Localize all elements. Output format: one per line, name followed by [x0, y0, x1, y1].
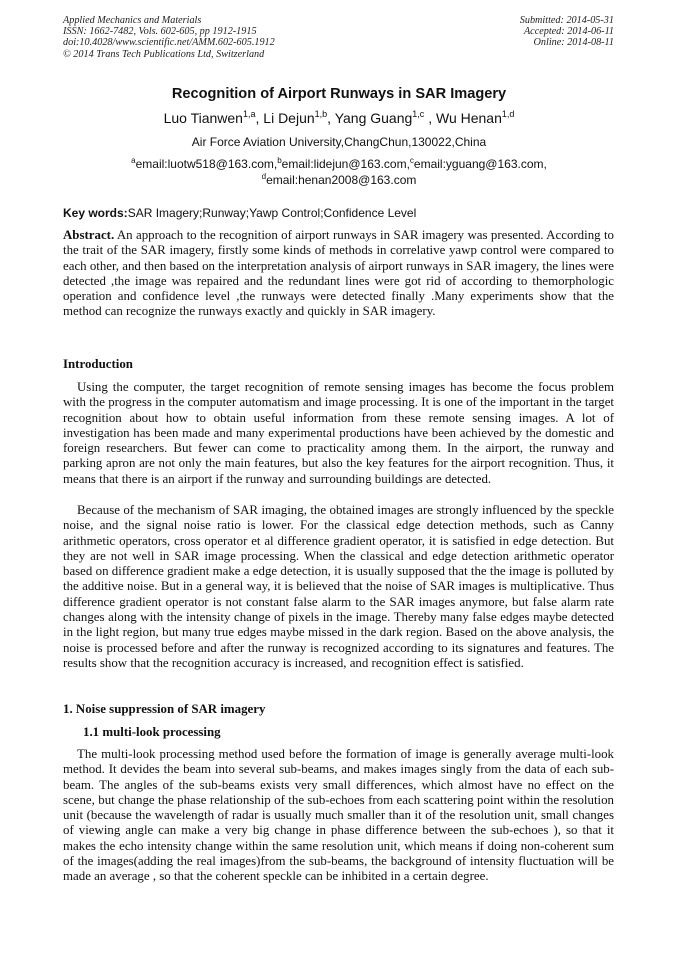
- keywords-text: SAR Imagery;Runway;Yawp Control;Confidence Level: [127, 206, 417, 220]
- keywords: [63, 206, 623, 220]
- abstract: [63, 228, 614, 320]
- author-affil-mark: 1,b: [314, 109, 328, 119]
- author-name: Wu Henan: [435, 110, 502, 126]
- emails-line-1: [0, 156, 678, 172]
- journal-issn: ISSN: 1662-7482, Vols. 602-605, pp 1912-1915: [63, 26, 257, 38]
- journal-header-right: [520, 15, 614, 49]
- journal-name: Applied Mechanics and Materials: [63, 15, 202, 26]
- author-name: Yang Guang: [334, 110, 413, 126]
- paper-title: Recognition of Airport Runways in SAR Imagery: [171, 86, 507, 102]
- email-d[interactable]: email:henan2008@163.com: [266, 173, 417, 187]
- author-separator: ,: [255, 110, 264, 126]
- journal-doi[interactable]: doi:10.4028/www.scientific.net/AMM.602-605.1912: [63, 37, 275, 49]
- author-affil-mark: 1,a: [242, 109, 256, 119]
- author-affil-mark: 1,d: [501, 109, 515, 119]
- section-1-1-paragraph: The multi-look processing method used before the formation of image is generally average multi-look method. It devides the beam into several sub-beams, and makes images singly from the data of each sub-beam. The angles of the sub-beams exists very small differences, which almost have no effect on the scene, but change the phase relationship of the sub-echoes from each scattering point within the resolution unit (because the wavelength of radar is usually much smaller than it of the resolution unit, small changes of viewing angle can make a very big change in phase difference between the sub-echoes ), so that it makes the echo intensity change within the same resolution unit, which means if doing non-coherent sum of the images(adding the real images)from the sub-beams, the background of intensity fluctuation will be made an average , so that the coherent speckle can be inhibited in a certain degree.: [63, 747, 614, 884]
- author-name: Luo Tianwen: [163, 110, 243, 126]
- author-list: [0, 110, 678, 126]
- journal-copyright: © 2014 Trans Tech Publications Ltd, Switzerland: [63, 48, 265, 60]
- author-affil-mark: 1,c: [412, 109, 425, 119]
- submitted-date: Submitted: 2014-05-31: [519, 15, 614, 26]
- introduction-paragraph-2: Because of the mechanism of SAR imaging, the obtained images are strongly influenced by the speckle noise, and the signal noise ratio is lower. For the classical edge detection methods, such as Canny arithmetic operators, cross operator et al difference gradient operator, it is satisfied in edge detection. But they are not well in SAR image processing. When the classical and edge detection arithmetic operator based on difference gradient make a edge detection, it is usually supposed that the the image is polluted by the additive noise. But in a general way, it is believed that the noise of SAR images is multiplicative. Thus difference gradient operator is not constant false alarm to the SAR images anymore, but false alarm rate changes along with the intensity change of pixels in the image. Thereby many false edges maybe detected in the light region, but many true edges maybe missed in the dark region. Based on the above analysis, the noise is processed before and after the runway is recognized according to its signatures and features. The results show that the recognition accuracy is increased, and recognition effect is satisfied.: [63, 503, 614, 670]
- author-name: Li Dejun: [263, 110, 315, 126]
- email-mark: c: [409, 156, 414, 165]
- email-mark: d: [261, 172, 267, 181]
- abstract-text: An approach to the recognition of airport runways in SAR imagery was presented. According to the trait of the SAR imagery, firstly some kinds of methods in correlative yawp control were compared to each other, and then based on the interpretation analysis of airport runways in SAR imagery, the lines were detected ,the image was repaired and the redundant lines were got rid of according to themorphologic operation and confidence level ,the runways were detected finally .Many experiments show that the method can recognize the runways exactly and quickly in SAR imagery.: [63, 228, 614, 319]
- section-1-heading: 1. Noise suppression of SAR imagery: [63, 702, 266, 716]
- introduction-heading: Introduction: [63, 357, 133, 371]
- online-date: Online: 2014-08-11: [533, 37, 614, 49]
- affiliation: Air Force Aviation University,ChangChun,130022,China: [191, 135, 487, 149]
- accepted-date: Accepted: 2014-06-11: [523, 26, 614, 38]
- introduction-paragraph-1: Using the computer, the target recognition of remote sensing images has become the focus problem with the progress in the computer automatism and image processing. It is one of the important in the target recognition about how to obtain useful information from these remote sensing images. A lot of investigation has been made and many experimental productions have been achieved by the domestic and foreign researchers. But fewer can come to practicality among them. In the airport, the runway and parking apron are not only the main features, but also the key features for the airport recognition. Thus, it means that there is an airport if the runway and surrounding buildings are detected.: [63, 380, 614, 486]
- email-mark: a: [131, 156, 136, 165]
- email-c[interactable]: email:yguang@163.com,: [413, 157, 547, 171]
- journal-header-left: [63, 15, 275, 60]
- abstract-label: Abstract.: [63, 228, 115, 242]
- email-mark: b: [277, 156, 282, 165]
- email-b[interactable]: email:lidejun@163.com,: [281, 157, 410, 171]
- author-separator: ,: [424, 110, 436, 126]
- email-a[interactable]: email:luotw518@163.com,: [135, 157, 278, 171]
- keywords-label: Key words:: [63, 206, 128, 220]
- emails-line-2: [0, 172, 678, 188]
- section-1-1-heading: 1.1 multi-look processing: [83, 725, 221, 739]
- author-emails: [0, 156, 678, 188]
- author-separator: ,: [327, 110, 335, 126]
